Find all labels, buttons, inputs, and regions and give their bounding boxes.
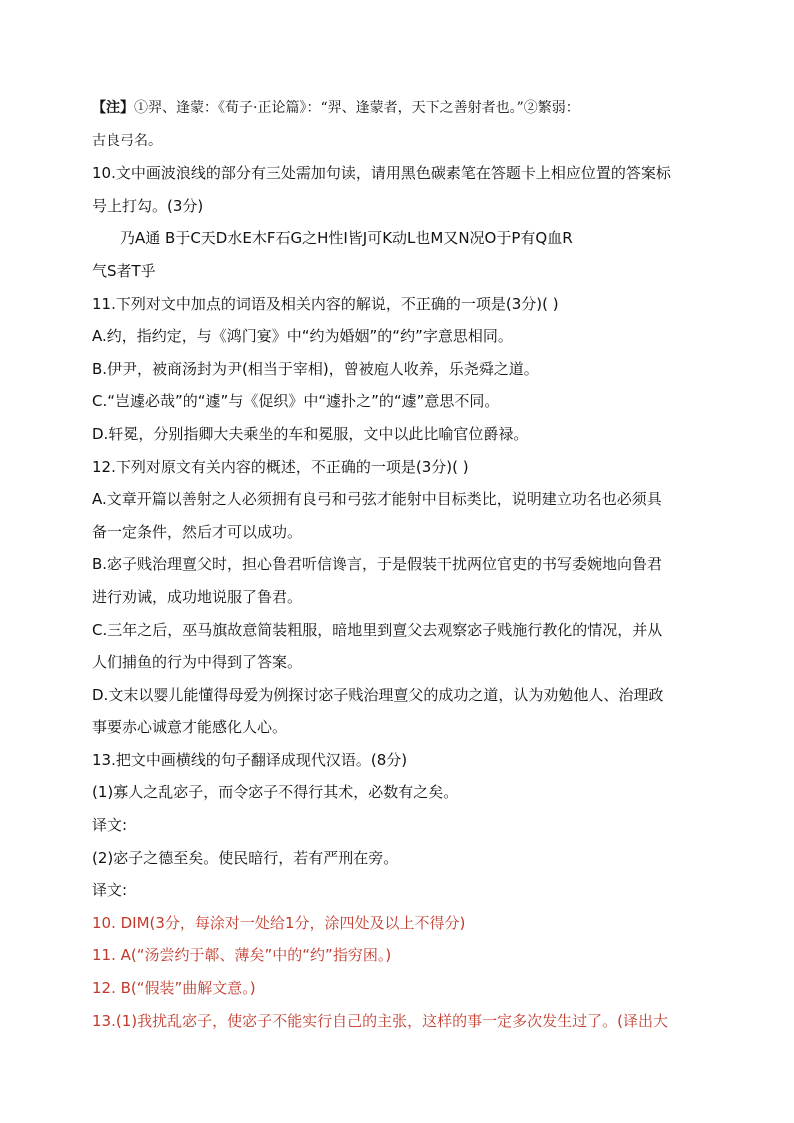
question-10-line-2: 号上打勾。(3分): [92, 196, 204, 215]
answer-12: 12. B(“假装”曲解文意。): [92, 979, 256, 998]
answer-13-part-1: 13.(1)我扰乱宓子，使宓子不能实行自己的主张，这样的事一定多次发生过了。(译出大: [92, 1011, 668, 1030]
question-13-translation-label-1: 译文:: [92, 816, 128, 835]
question-10-options-line-1: 乃A通 B于C天D水E木F石G之H性I皆J可K动L也M又N况O于P有Q血R: [120, 229, 573, 248]
question-13-translation-label-2: 译文:: [92, 881, 128, 900]
question-12-option-a-line-1: A.文章开篇以善射之人必须拥有良弓和弓弦才能射中目标类比，说明建立功名也必须具: [92, 490, 662, 509]
question-12-option-b-line-2: 进行劝诫，成功地说服了鲁君。: [92, 587, 303, 606]
question-13-stem: 13.把文中画横线的句子翻译成现代汉语。(8分): [92, 750, 408, 769]
question-11-option-a: A.约，指约定，与《鸿门宴》中“约为婚姻”的“约”字意思相同。: [92, 327, 513, 346]
question-11-option-c: C.“岂遽必哉”的“遽”与《促织》中“遽扑之”的“遽”意思不同。: [92, 392, 500, 411]
question-12-option-c-line-2: 人们捕鱼的行为中得到了答案。: [92, 653, 303, 672]
note-text: ①羿、逢蒙：《荀子·正论篇》：“羿、逢蒙者，天下之善射者也。”②繁弱：: [134, 100, 580, 116]
question-12-option-d-line-2: 事要赤心诚意才能感化人心。: [92, 718, 288, 737]
question-12-option-d-line-1: D.文末以婴儿能懂得母爱为例探讨宓子贱治理亶父的成功之道，认为劝勉他人、治理政: [92, 685, 664, 704]
question-12-option-c-line-1: C.三年之后，巫马旗故意简装粗服，暗地里到亶父去观察宓子贱施行教化的情况，并从: [92, 620, 663, 639]
question-11-option-b: B.伊尹，被商汤封为尹(相当于宰相)，曾被庖人收养，乐尧舜之道。: [92, 359, 539, 378]
question-12-option-a-line-2: 备一定条件，然后才可以成功。: [92, 522, 303, 541]
question-11-option-d: D.轩冕，分别指卿大夫乘坐的车和冕服，文中以此比喻官位爵禄。: [92, 424, 529, 443]
document-page: [92, 92, 704, 1037]
question-13-sentence-1: (1)寡人之乱宓子，而令宓子不得行其术，必数有之矣。: [92, 783, 459, 802]
question-10-line-1: 10.文中画波浪线的部分有三处需加句读，请用黑色碳素笔在答题卡上相应位置的答案标: [92, 164, 671, 183]
annotation-note-line-1: [92, 92, 704, 125]
question-12-stem: 12.下列对原文有关内容的概述，不正确的一项是(3分)( ): [92, 457, 469, 476]
question-13-sentence-2: (2)宓子之德至矣。使民暗行，若有严刑在旁。: [92, 848, 399, 867]
answer-10: 10. DIM(3分，每涂对一处给1分，涂四处及以上不得分): [92, 913, 466, 932]
question-12-option-b-line-1: B.宓子贱治理亶父时，担心鲁君听信谗言，于是假装干扰两位官吏的书写委婉地向鲁君: [92, 555, 663, 574]
annotation-note-line-2: 古良弓名。: [92, 132, 162, 149]
answer-11: 11. A(“汤尝约于郼、薄矣”中的“约”指穷困。): [92, 946, 392, 965]
note-label: 【注】: [92, 100, 134, 116]
question-11-stem: 11.下列对文中加点的词语及相关内容的解说，不正确的一项是(3分)( ): [92, 294, 559, 313]
question-10-options-line-2: 气S者T乎: [92, 261, 156, 280]
